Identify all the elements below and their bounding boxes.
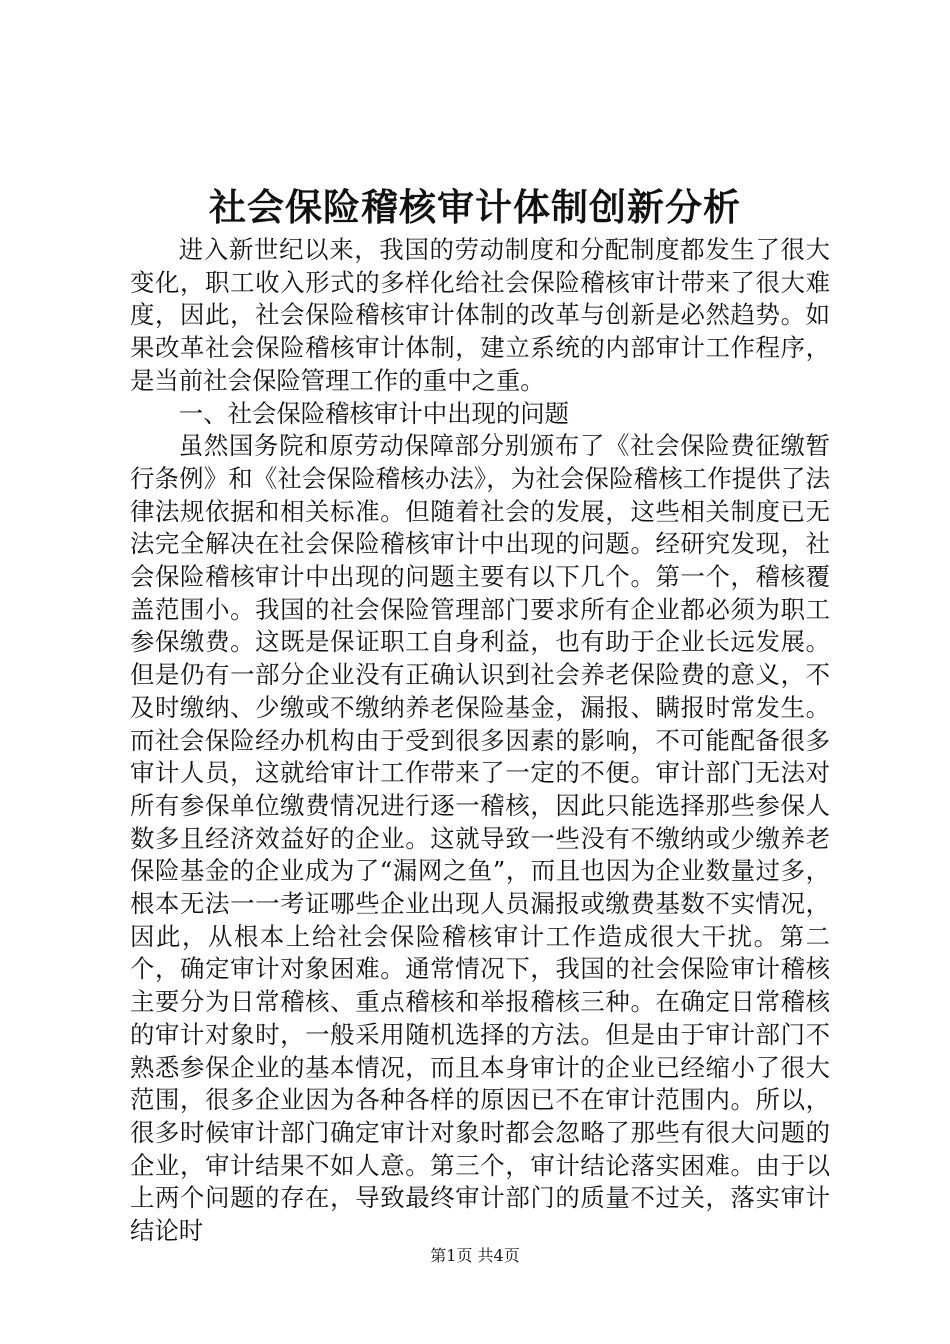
paragraph-problems: 虽然国务院和原劳动保障部分别颁布了《社会保险费征缴暂行条例》和《社会保险稽核办法》，为社会保险稽核工作提供了法律法规依据和相关标准。但随着社会的发展，这些相关制度已无法完全解决在社会保险稽核审计中出现的问题。经研究发现，社会保险稽核审计中出现的问题主要有以下几个。第一个，稽核覆盖范围小。我国的社会保险管理部门要求所有企业都必须为职工参保缴费。这既是保证职工自身利益，也有助于企业长远发展。但是仍有一部分企业没有正确认识到社会养老保险费的意义，不及时缴纳、少缴或不缴纳养老保险基金，漏报、瞒报时常发生。而社会保险经办机构由于受到很多因素的影响，不可能配备很多审计人员，这就给审计工作带来了一定的不便。审计部门无法对所有参保单位缴费情况进行逐一稽核，因此只能选择那些参保人数多且经济效益好的企业。这就导致一些没有不缴纳或少缴养老保险基金的企业成为了“漏网之鱼”，而且也因为企业数量过多，根本无法一一考证哪些企业出现人员漏报或缴费基数不实情况，因此，从根本上给社会保险稽核审计工作造成很大干扰。第二个，确定审计对象困难。通常情况下，我国的社会保险审计稽核主要分为日常稽核、重点稽核和举报稽核三种。在确定日常稽核的审计对象时，一般采用随机选择的方法。但是由于审计部门不熟悉参保企业的基本情况，而且本身审计的企业已经缩小了很大范围，很多企业因为各种各样的原因已不在审计范围内。所以，很多时候审计部门确定审计对象时都会忽略了那些有很大问题的企业，审计结果不如人意。第三个，审计结论落实困难。由于以上两个问题的存在，导致最终审计部门的质量不过关，落实审计结论时 — [130, 431, 830, 1246]
paragraph-intro: 进入新世纪以来，我国的劳动制度和分配制度都发生了很大变化，职工收入形式的多样化给社会保险稽核审计带来了很大难度，因此，社会保险稽核审计体制的改革与创新是必然趋势。如果改革社会保险稽核审计体制，建立系统的内部审计工作程序，是当前社会保险管理工作的重中之重。 — [130, 235, 830, 395]
document-body — [130, 234, 830, 1248]
page-footer: 第1页 共4页 — [430, 1246, 520, 1265]
document-title: 社会保险稽核审计体制创新分析 — [209, 186, 741, 229]
section-heading-1: 一、社会保险稽核审计中出现的问题 — [178, 398, 570, 428]
